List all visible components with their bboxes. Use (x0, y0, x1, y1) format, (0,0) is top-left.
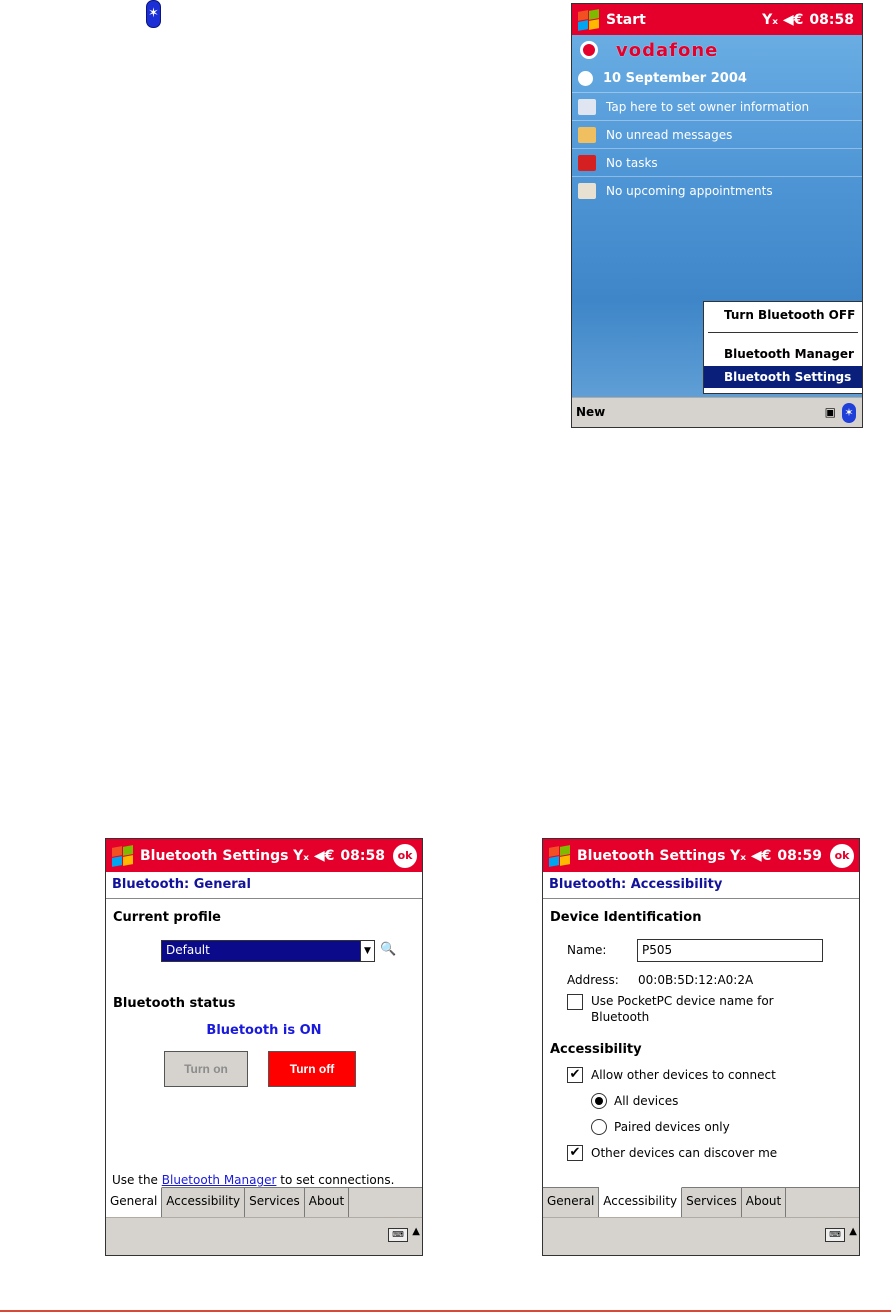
menu-turn-bluetooth-off[interactable]: Turn Bluetooth OFF (724, 308, 856, 322)
windows-start-icon[interactable] (576, 9, 602, 31)
input-panel-arrow-icon[interactable]: ▲ (412, 1226, 420, 1237)
profile-select[interactable]: Default (161, 940, 361, 962)
menu-separator (708, 332, 858, 333)
tab-strip (543, 1187, 859, 1217)
tab-about[interactable]: About (742, 1188, 786, 1217)
page-header: Bluetooth: General (106, 872, 422, 899)
bluetooth-general-screen (105, 838, 423, 1256)
menu-bluetooth-manager[interactable]: Bluetooth Manager (724, 347, 854, 361)
footnote-suffix: to set connections. (276, 1173, 395, 1187)
new-button[interactable]: New (576, 405, 606, 419)
bluetooth-status-label: Bluetooth status (113, 996, 236, 1011)
start-label[interactable]: Start (606, 11, 646, 28)
owner-info-row[interactable] (572, 93, 862, 121)
title-bar (106, 839, 422, 872)
brand-name: vodafone (616, 39, 719, 61)
signal-volume-icons[interactable]: Yₓ ◀€ (293, 847, 335, 864)
paired-only-label: Paired devices only (614, 1120, 730, 1134)
allow-connect-label: Allow other devices to connect (591, 1068, 776, 1082)
vodafone-banner (572, 35, 862, 65)
window-title: Bluetooth Settings (577, 847, 726, 864)
keyboard-icon[interactable]: ⌨ (388, 1228, 408, 1242)
bluetooth-tray-icon[interactable]: ✶ (146, 0, 161, 28)
chevron-down-icon[interactable]: ▼ (361, 940, 375, 962)
tab-services[interactable]: Services (245, 1188, 305, 1217)
device-name-input[interactable]: P505 (637, 939, 823, 962)
device-identification-label: Device Identification (550, 910, 702, 925)
signal-volume-icons[interactable]: Yₓ ◀€ (730, 847, 772, 864)
tab-strip (106, 1187, 422, 1217)
keyboard-icon[interactable]: ⌨ (825, 1228, 845, 1242)
clock[interactable]: 08:58 (809, 11, 854, 28)
tasks-row[interactable] (572, 149, 862, 177)
tab-accessibility[interactable]: Accessibility (599, 1187, 682, 1217)
clock[interactable]: 08:58 (340, 847, 385, 864)
tab-services[interactable]: Services (682, 1188, 742, 1217)
vodafone-logo-icon (580, 41, 598, 59)
messages-text: No unread messages (606, 127, 733, 142)
menu-bar (106, 1217, 422, 1255)
paired-only-radio[interactable] (591, 1119, 607, 1135)
tab-general[interactable]: General (543, 1188, 599, 1217)
appointments-text: No upcoming appointments (606, 184, 773, 198)
signal-volume-icons[interactable]: Yₓ ◀€ (762, 11, 804, 28)
use-pocketpc-name-checkbox[interactable] (567, 994, 583, 1010)
turn-off-button[interactable]: Turn off (268, 1051, 356, 1087)
profile-edit-icon[interactable]: 🔍 (380, 942, 397, 957)
today-date-row[interactable] (572, 65, 862, 93)
today-menu-bar (572, 397, 862, 427)
window-title: Bluetooth Settings (140, 847, 289, 864)
ok-button[interactable]: ok (393, 844, 417, 868)
all-devices-radio[interactable] (591, 1093, 607, 1109)
discoverable-label: Other devices can discover me (591, 1146, 778, 1160)
connectivity-icon[interactable]: ▣ (824, 405, 836, 419)
bluetooth-icon[interactable]: ✶ (842, 403, 856, 423)
discoverable-checkbox[interactable]: ✔ (567, 1145, 583, 1161)
ok-button[interactable]: ok (830, 844, 854, 868)
input-panel-arrow-icon[interactable]: ▲ (849, 1226, 857, 1237)
tasks-check-icon (578, 155, 596, 171)
accessibility-label: Accessibility (550, 1042, 642, 1057)
windows-start-icon[interactable] (110, 845, 136, 867)
use-pocketpc-name-label-2: Bluetooth (591, 1010, 650, 1024)
turn-on-button[interactable]: Turn on (164, 1051, 248, 1087)
address-value: 00:0B:5D:12:A0:2A (638, 973, 754, 987)
tasks-text: No tasks (606, 155, 658, 170)
menu-bluetooth-settings[interactable]: Bluetooth Settings (704, 366, 862, 388)
clock-icon (578, 71, 593, 86)
bluetooth-context-menu (703, 301, 863, 394)
messages-row[interactable] (572, 121, 862, 149)
today-screen (571, 3, 863, 428)
clock[interactable]: 08:59 (777, 847, 822, 864)
bluetooth-accessibility-screen (542, 838, 860, 1256)
title-bar (543, 839, 859, 872)
page-header: Bluetooth: Accessibility (543, 872, 859, 899)
current-profile-label: Current profile (113, 910, 221, 925)
allow-connect-checkbox[interactable]: ✔ (567, 1067, 583, 1083)
manager-footnote (112, 1173, 394, 1187)
calendar-icon (578, 183, 596, 199)
tab-accessibility[interactable]: Accessibility (162, 1188, 245, 1217)
all-devices-label: All devices (614, 1094, 679, 1108)
footnote-prefix: Use the (112, 1173, 162, 1187)
menu-bar (543, 1217, 859, 1255)
envelope-icon (578, 127, 596, 143)
title-bar (572, 4, 862, 35)
bluetooth-manager-link[interactable]: Bluetooth Manager (161, 1173, 277, 1187)
appointments-row[interactable] (572, 177, 862, 205)
owner-card-icon (578, 99, 596, 115)
owner-info-text: Tap here to set owner information (606, 99, 810, 114)
use-pocketpc-name-label: Use PocketPC device name for (591, 994, 774, 1008)
address-label: Address: (567, 973, 619, 987)
windows-start-icon[interactable] (547, 845, 573, 867)
date-text: 10 September 2004 (603, 71, 747, 86)
tab-about[interactable]: About (305, 1188, 349, 1217)
bluetooth-status-value: Bluetooth is ON (206, 1023, 322, 1038)
page-footer-rule (0, 1310, 891, 1312)
tab-general[interactable]: General (106, 1187, 162, 1217)
name-label: Name: (567, 943, 607, 957)
